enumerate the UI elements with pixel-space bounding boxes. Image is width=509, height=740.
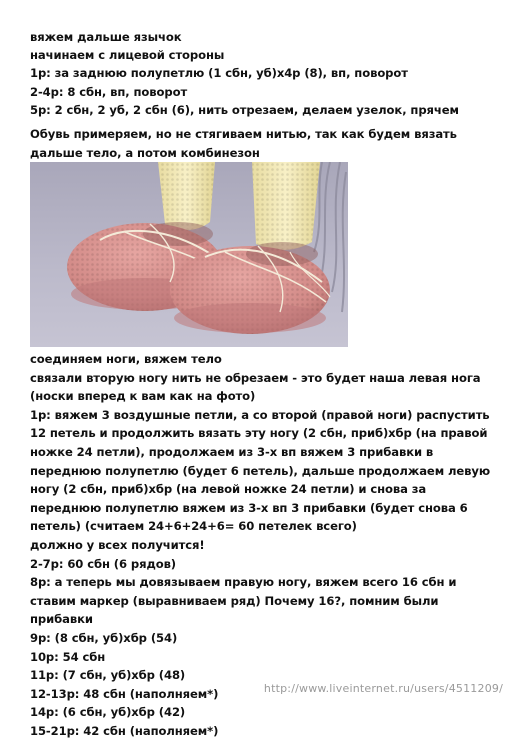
- text-line: соединяем ноги, вяжем тело: [30, 352, 222, 366]
- text-line: 14р: (6 сбн, уб)хбр (42): [30, 705, 186, 720]
- text-line: вяжем дальше язычок: [30, 30, 182, 44]
- source-watermark: http://www.liveinternet.ru/users/4511209/: [263, 682, 503, 695]
- fitting-note: [30, 125, 500, 162]
- text-line: переднюю полупетлю (будет 6 петель), дальше продолжаем левую: [30, 463, 491, 478]
- text-line: 9р: (8 сбн, уб)хбр (54): [30, 630, 178, 645]
- text-line: (носки вперед к вам как на фото): [30, 389, 256, 404]
- text-line: 2-7р: 60 сбн (6 рядов): [30, 556, 177, 571]
- text-line: 10р: 54 сбн: [30, 649, 106, 664]
- text-line: 8р: а теперь мы довязываем правую ногу, вяжем всего 16 сбн и: [30, 575, 457, 590]
- text-line: 1р: вяжем 3 воздушные петли, а со второй (правой ноги) распустить: [30, 407, 490, 422]
- text-line: 12-13р: 48 сбн (наполняем*): [30, 686, 219, 701]
- doll-shoes-photo: [30, 162, 348, 347]
- text-line: 2-4р: 8 сбн, вп, поворот: [30, 84, 188, 99]
- intro-instructions: [30, 28, 500, 119]
- text-line: ногу (2 сбн, приб)хбр (на левой ножке 24 петли) и снова за: [30, 482, 427, 497]
- text-line: начинаем с лицевой стороны: [30, 48, 225, 63]
- text-line: 15-21р: 42 сбн (наполняем*): [30, 723, 219, 738]
- text-line: 5р: 2 сбн, 2 уб, 2 сбн (6), нить отрезаем, делаем узелок, прячем: [30, 102, 459, 117]
- text-line: связали вторую ногу нить не обрезаем - это будет наша левая нога: [30, 370, 481, 385]
- text-line: переднюю полупетлю вяжем из 3-х вп 3 прибавки (будет снова 6: [30, 500, 468, 515]
- text-line: петель) (считаем 24+6+24+6= 60 петелек всего): [30, 519, 357, 534]
- text-line: 1р: за заднюю полупетлю (1 сбн, уб)х4р (8), вп, поворот: [30, 66, 408, 81]
- doll-shoes-illustration: [30, 162, 348, 347]
- text-line: ставим маркер (выравниваем ряд) Почему 16?, помним были: [30, 593, 439, 608]
- text-line: 11р: (7 сбн, уб)хбр (48): [30, 668, 186, 683]
- text-line: Обувь примеряем, но не стягиваем нитью, так как будем вязать: [30, 127, 457, 141]
- text-line: должно у всех получится!: [30, 537, 205, 552]
- text-line: прибавки: [30, 612, 93, 627]
- text-line: дальше тело, а потом комбинезон: [30, 145, 260, 160]
- text-line: ножке 24 петли), продолжаем из 3-х вп вяжем 3 прибавки в: [30, 444, 434, 459]
- text-line: 12 петель и продолжить вязать эту ногу (2 сбн, приб)хбр (на правой: [30, 426, 488, 441]
